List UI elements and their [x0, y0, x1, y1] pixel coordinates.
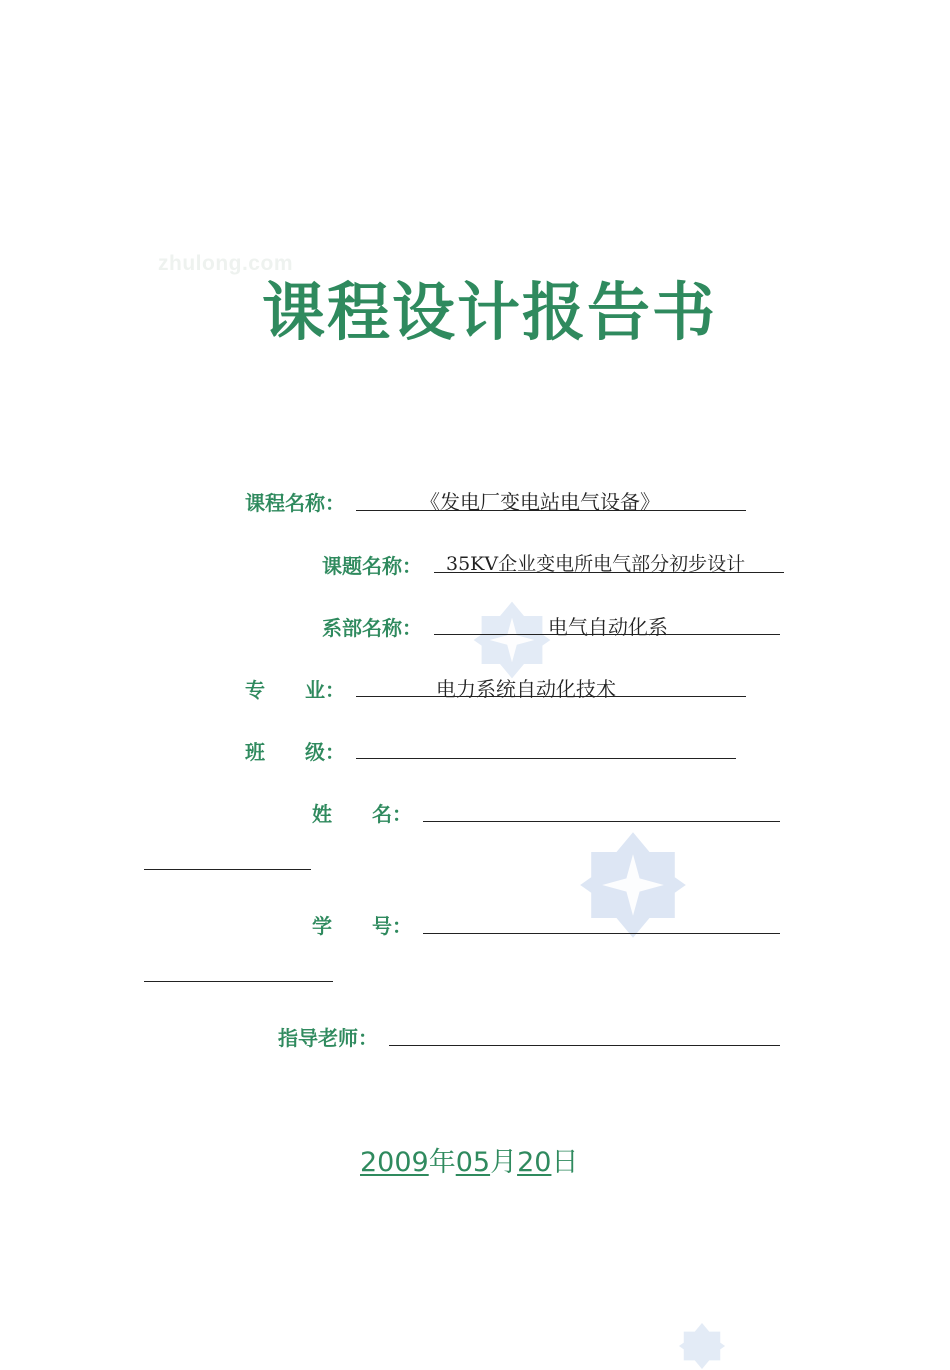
date-year: 2009 — [360, 1147, 429, 1178]
date-month: 05 — [455, 1147, 491, 1178]
student-id-field[interactable] — [423, 933, 780, 934]
major-label: 专 业： — [245, 678, 345, 702]
advisor-field[interactable] — [389, 1045, 780, 1046]
name-label: 姓 名： — [312, 802, 412, 826]
department-value: 电气自动化系 — [548, 615, 668, 639]
date-day-unit: 日 — [551, 1147, 579, 1178]
class-field[interactable] — [356, 758, 736, 759]
name-field[interactable] — [423, 821, 780, 822]
topic-name-label: 课题名称： — [322, 554, 422, 578]
name-field-continuation — [144, 869, 311, 870]
class-label: 班 级： — [245, 740, 345, 764]
date-day: 20 — [517, 1147, 552, 1178]
page-title: 课程设计报告书 — [262, 276, 717, 349]
department-label: 系部名称： — [322, 616, 422, 640]
student-id-label: 学 号： — [312, 914, 412, 938]
report-date — [360, 1140, 578, 1179]
course-name-label: 课程名称： — [245, 491, 345, 515]
date-year-unit: 年 — [428, 1147, 456, 1178]
topic-name-value: 35KV企业变电所电气部分初步设计 — [446, 553, 746, 575]
course-name-value: 《发电厂变电站电气设备》 — [420, 490, 660, 514]
date-month-unit: 月 — [490, 1147, 518, 1178]
watermark-logo-icon — [472, 600, 552, 680]
student-id-field-continuation — [144, 981, 333, 982]
watermark-logo-icon — [678, 1322, 726, 1370]
watermark-logo-icon — [578, 830, 688, 940]
major-value: 电力系统自动化技术 — [436, 677, 616, 701]
advisor-label: 指导老师： — [278, 1026, 378, 1050]
watermark-text: zhulong.com — [158, 252, 293, 275]
